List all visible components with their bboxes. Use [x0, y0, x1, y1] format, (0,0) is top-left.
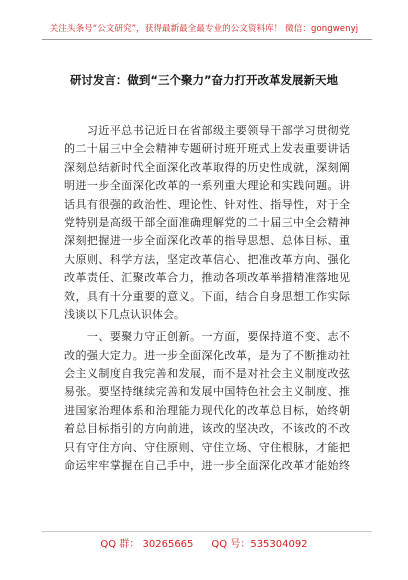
text-line: 进国家治理体系和治理能力现代化的改革总目标，始终朝 — [64, 403, 350, 417]
document-title: 研讨发言：做到“三个聚力”奋力打开改革发展新天地 — [69, 73, 339, 87]
text-line: 浅谈以下几点认识体会。 — [64, 307, 185, 321]
text-line: 习近平总书记近日在省部级主要领导干部学习贯彻党 — [64, 124, 350, 137]
text-line: 深刻把握进一步全面深化改革的指导思想、总体目标、重 — [64, 234, 350, 248]
text-line: 的二十届三中全会精神专题研讨班开班式上发表重要讲话 — [64, 142, 350, 156]
text-line: 一、要聚力守正创新。一方面，要保持道不变、志不 — [64, 330, 350, 344]
text-line: 只有守住方向、守住原则、守住立场、守住根脉，才能把 — [64, 440, 350, 454]
header-divider — [42, 39, 372, 40]
text-line: 大原则、科学方法，坚定改革信心、把准改革方向、强化 — [64, 252, 350, 266]
text-line: 话具有很强的政治性、理论性、针对性、指导性，对于全 — [64, 197, 350, 211]
text-line: 效，具有十分重要的意义。下面，结合自身思想工作实际 — [64, 289, 350, 303]
paragraph-1 — [64, 122, 350, 324]
text-line: 改的强大定力。进一步全面深化改革，是为了不断推动社 — [64, 348, 350, 362]
footer-qq-number: QQ 号：535304092 — [211, 539, 308, 550]
paragraph-2 — [64, 328, 350, 475]
text-line: 易张。要坚持继续完善和发展中国特色社会主义制度、推 — [64, 385, 350, 399]
text-line: 会主义制度自我完善和发展，而不是对社会主义制度改弦 — [64, 367, 350, 381]
header-banner: 关注头条号“公文研究”，获得最新最全最专业的公文资料库！ 微信：gongwenyj — [49, 24, 359, 34]
text-line: 党特别是高级干部全面准确理解党的二十届三中全会精神 — [64, 215, 350, 229]
text-line: 改革责任、汇聚改革合力，推动各项改革举措精准落地见 — [64, 271, 350, 285]
text-line: 明进一步全面深化改革的一系列重大理论和实践问题。讲 — [64, 179, 350, 193]
footer-contact — [0, 535, 408, 550]
document-body — [64, 122, 350, 475]
text-line: 着总目标指引的方向前进，该改的坚决改，不该改的不改 — [64, 422, 350, 436]
footer-qq-group: QQ 群： 30265665 — [100, 539, 194, 550]
text-line: 命运牢牢掌握在自己手中，进一步全面深化改革才能始终 — [64, 459, 350, 473]
footer-divider — [42, 531, 372, 532]
text-line: 深刻总结新时代全面深化改革取得的历史性成就，深刻阐 — [64, 160, 350, 174]
